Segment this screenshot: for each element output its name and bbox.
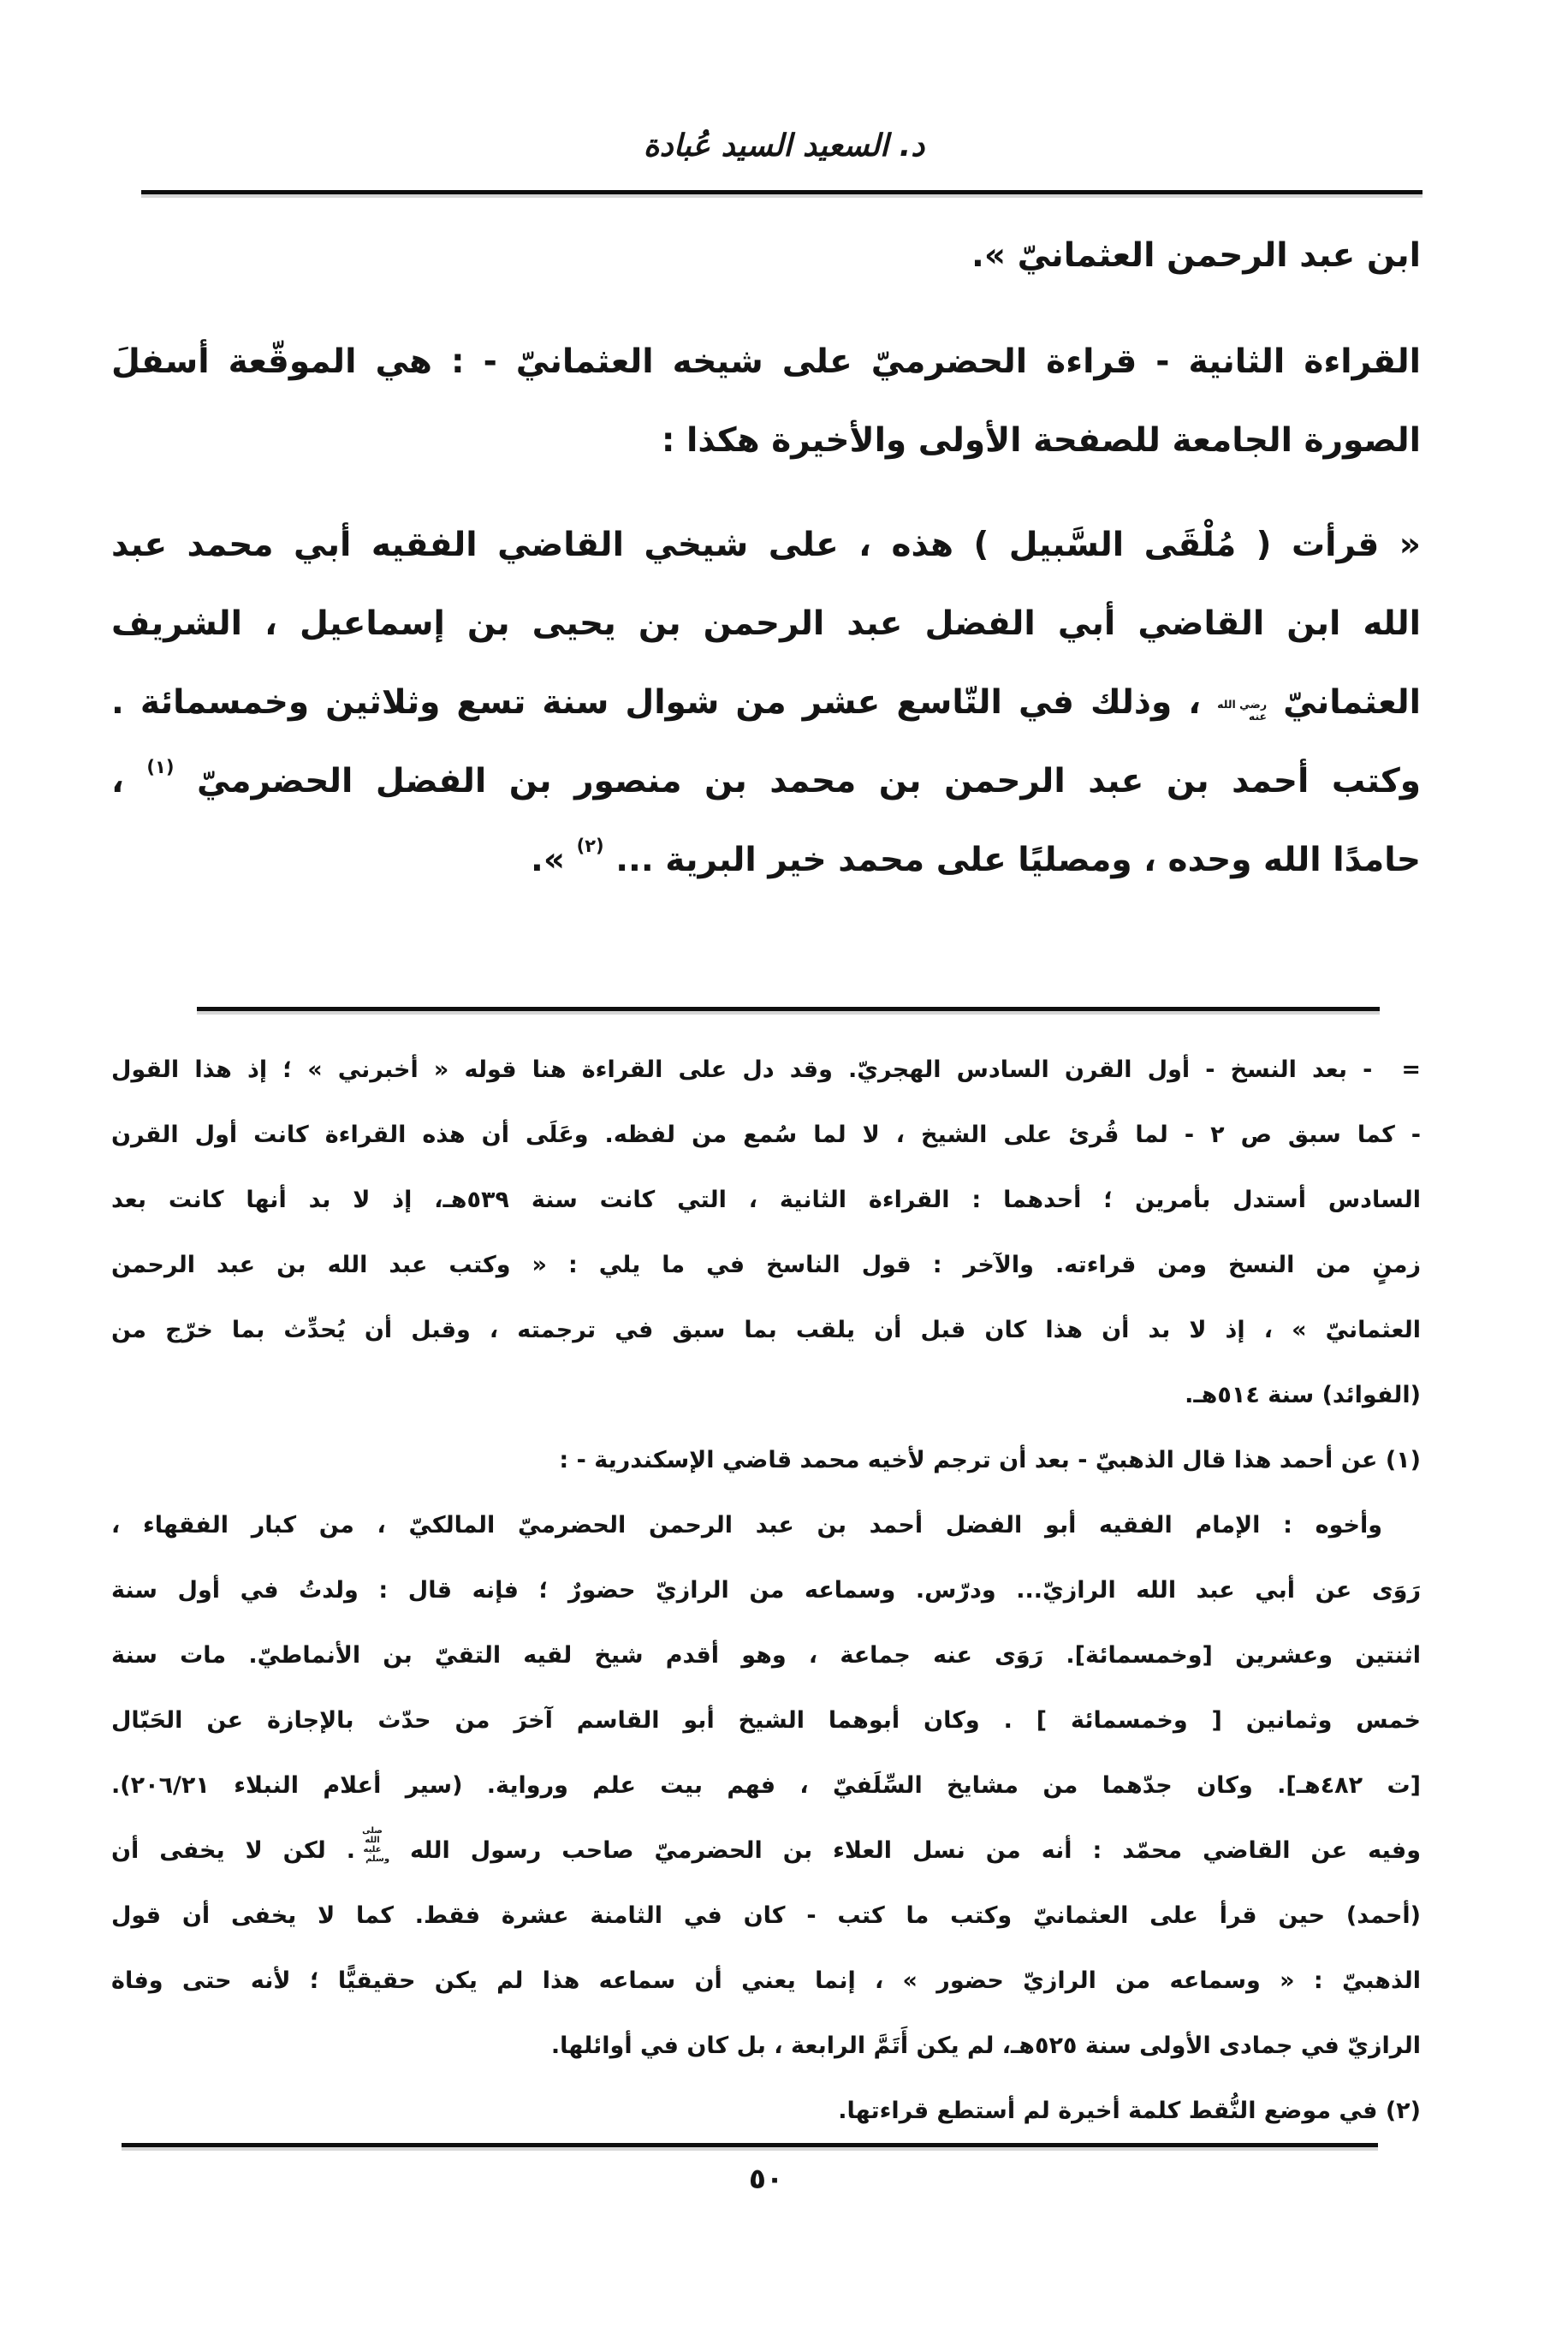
footnote-line: الذهبيّ : « وسماعه من الرازيّ حضور » ، إنما يعني أن سماعه هذا لم يكن حقيقيًّا ؛ لأنه حتى وفاة xyxy=(111,1967,1421,1994)
footnote-line: وأخوه : الإمام الفقيه أبو الفضل أحمد بن عبد الرحمن الحضرميّ المالكيّ ، من كبار الفقهاء ، xyxy=(111,1512,1382,1539)
footnote-line: العثمانيّ » ، إذ لا بد أن هذا كان قبل أن يلقب بما سبق في ترجمته ، وقبل أن يُحدِّث بما خرّج من xyxy=(111,1317,1421,1343)
footnote-line: (١) عن أحمد هذا قال الذهبيّ - بعد أن ترجم لأخيه محمد قاضي الإسكندرية - : xyxy=(559,1447,1421,1473)
page-number: ٥٠ xyxy=(748,2162,784,2195)
footnote-line: (الفوائد) سنة ٥١٤هـ. xyxy=(1185,1382,1421,1408)
radi-allahu-anhu-icon: رضي الله عنه xyxy=(1217,698,1268,723)
footnote-line: (٢) في موضع النُّقط كلمة أخيرة لم أستطع قراءتها. xyxy=(838,2098,1421,2124)
body-line-text: ». xyxy=(531,841,577,879)
header-rule xyxy=(141,190,1422,194)
body-line: ابن عبد الرحمن العثمانيّ ». xyxy=(971,236,1421,275)
footnote-line: اثنتين وعشرين [وخمسمائة]. رَوَى عنه جماعة ، وهو أقدم شيخ لقيه التقيّ بن الأنماطيّ. مات سنة xyxy=(111,1642,1421,1669)
paragraph xyxy=(111,217,1421,295)
footnote-text: وفيه عن القاضي محمّد : أنه من نسل العلاء بن الحضرميّ صاحب رسول الله xyxy=(389,1837,1421,1864)
footnote-line: (أحمد) حين قرأ على العثمانيّ وكتب ما كتب - كان في الثامنة عشرة فقط. كما لا يخفى أن قول xyxy=(111,1902,1421,1929)
body-line-text: وكتب أحمد بن عبد الرحمن بن محمد بن منصور بن الفضل الحضرميّ xyxy=(174,762,1421,801)
body-line: الصورة الجامعة للصفحة الأولى والأخيرة هكذا : xyxy=(661,421,1421,460)
footnote-line: رَوَى عن أبي عبد الله الرازيّ... ودرّس. وسماعه من الرازيّ حضورٌ ؛ فإنه قال : ولدتُ في أول سنة xyxy=(111,1577,1421,1604)
footnote-line: - كما سبق ص ٢ - لما قُرئ على الشيخ ، لا لما سُمع من لفظه. وعَلَى أن هذه القراءة كانت أول القرن xyxy=(111,1122,1421,1148)
footnote-line: الرازيّ في جمادى الأولى سنة ٥٢٥هـ، لم يكن أَتَمَّ الرابعة ، بل كان في أوائلها. xyxy=(550,2033,1421,2059)
footer-rule xyxy=(122,2143,1378,2147)
paragraph xyxy=(111,506,1421,900)
footnotes xyxy=(111,1038,1421,2144)
page-header-author: د. السعيد السيد عُبادة xyxy=(643,128,925,164)
body-line-text: حامدًا الله وحده ، ومصليًا على محمد خير البرية ... xyxy=(603,841,1421,879)
body-line-text: ، وذلك في التّاسع عشر من شوال سنة تسع وثلاثين وخمسمائة . xyxy=(111,683,1218,722)
body-line xyxy=(111,742,1421,821)
body-line: « قرأت ( مُلْقَى السَّبيل ) هذه ، على شيخي القاضي الفقيه أبي محمد عبد xyxy=(111,526,1421,564)
footnote-text: . لكن لا يخفى أن xyxy=(111,1837,356,1864)
footnote-line: خمس وثمانين [ وخمسمائة ] . وكان أبوهما الشيخ أبو القاسم آخرَ من حدّث بالإجازة عن الحَبّال xyxy=(111,1707,1421,1734)
body-line: الله ابن القاضي أبي الفضل عبد الرحمن بن يحيى بن إسماعيل ، الشريف xyxy=(111,604,1421,643)
footnote-line xyxy=(111,1038,1421,1103)
body-line-text: ، xyxy=(111,762,147,801)
footnote-line: [ت ٤٨٢هـ]. وكان جدّهما من مشايخ السِّلَفيّ ، فهم بيت علم ورواية. (سير أعلام النبلاء ٢٠٦/٢١). xyxy=(111,1772,1421,1799)
body-line-text: العثمانيّ xyxy=(1267,683,1421,722)
body-line xyxy=(111,664,1421,742)
footnote-text: - بعد النسخ - أول القرن السادس الهجريّ. وقد دل على القراءة هنا قوله « أخبرني » ؛ إذ هذا القول xyxy=(111,1056,1373,1083)
main-text xyxy=(111,217,1421,900)
footnote-continuation-marker: = xyxy=(1401,1056,1421,1083)
body-line: القراءة الثانية - قراءة الحضرميّ على شيخه العثمانيّ - : هي الموقّعة أسفلَ xyxy=(111,342,1421,381)
footnote-separator-rule xyxy=(197,1007,1380,1011)
footnote-ref-1: (١) xyxy=(146,757,175,777)
footnote-ref-2: (٢) xyxy=(576,836,604,856)
paragraph xyxy=(111,323,1421,480)
footnote-line: السادس أستدل بأمرين ؛ أحدهما : القراءة الثانية ، التي كانت سنة ٥٣٩هـ، إذ لا بد أنها كانت بعد xyxy=(111,1187,1422,1213)
footnote-line: زمنٍ من النسخ ومن قراءته. والآخر : قول الناسخ في ما يلي : « وكتب عبد الله بن عبد الرحمن xyxy=(111,1252,1421,1278)
sallallahu-alayhi-wasallam-icon: صلى الله عليه وسلم xyxy=(362,1826,390,1864)
footnote-line xyxy=(111,1818,1421,1884)
body-line xyxy=(111,821,1421,900)
